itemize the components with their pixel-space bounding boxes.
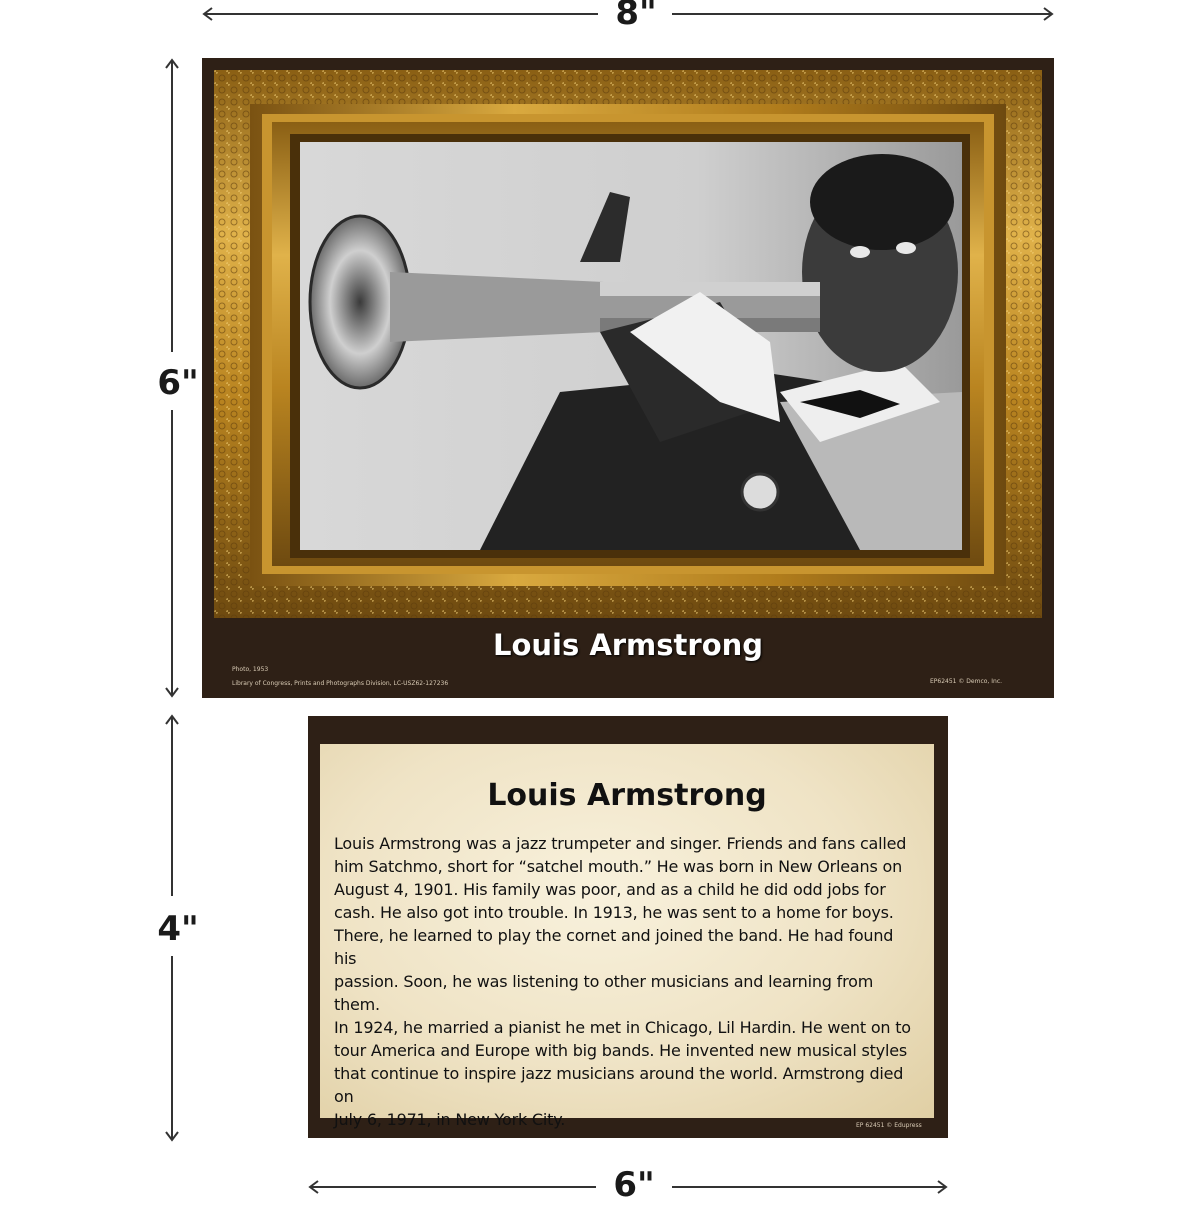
bio-line: that continue to inspire jazz musicians around the world. Armstrong died on [334, 1064, 904, 1106]
bio-text [334, 832, 920, 1131]
bio-line: Louis Armstrong was a jazz trumpeter and singer. Friends and fans called [334, 834, 907, 853]
bio-line: him Satchmo, short for “satchel mouth.” He was born in New Orleans on [334, 857, 903, 876]
bio-line: passion. Soon, he was listening to other musicians and learning from them. [334, 972, 874, 1014]
dimension-label-width-bio: 6" [604, 1168, 664, 1202]
dimension-label-width-photo: 8" [606, 0, 666, 30]
bio-line: tour America and Europe with big bands. He invented new musical styles [334, 1041, 907, 1060]
bio-line: July 6, 1971, in New York City. [334, 1110, 566, 1129]
dimension-label-height-photo: 6" [152, 366, 204, 400]
photo-card-name: Louis Armstrong [492, 628, 764, 662]
portrait-photo [300, 142, 962, 550]
dimension-label-height-bio: 4" [152, 912, 204, 946]
photo-credit-source: Library of Congress, Prints and Photographs Division, LC-USZ62-127236 [232, 680, 449, 687]
photo-credit-date: Photo, 1953 [232, 666, 269, 673]
bio-line: In 1924, he married a pianist he met in Chicago, Lil Hardin. He went on to [334, 1018, 911, 1037]
photo-card-catalog: EP62451 © Demco, Inc. [930, 678, 1003, 685]
bio-line: August 4, 1901. His family was poor, and as a child he did odd jobs for [334, 880, 886, 899]
bio-line: cash. He also got into trouble. In 1913, he was sent to a home for boys. [334, 903, 894, 922]
bio-line: There, he learned to play the cornet and joined the band. He had found his [334, 926, 894, 968]
bio-title: Louis Armstrong [487, 778, 767, 813]
bio-card-catalog: EP 62451 © Edupress [856, 1122, 922, 1129]
